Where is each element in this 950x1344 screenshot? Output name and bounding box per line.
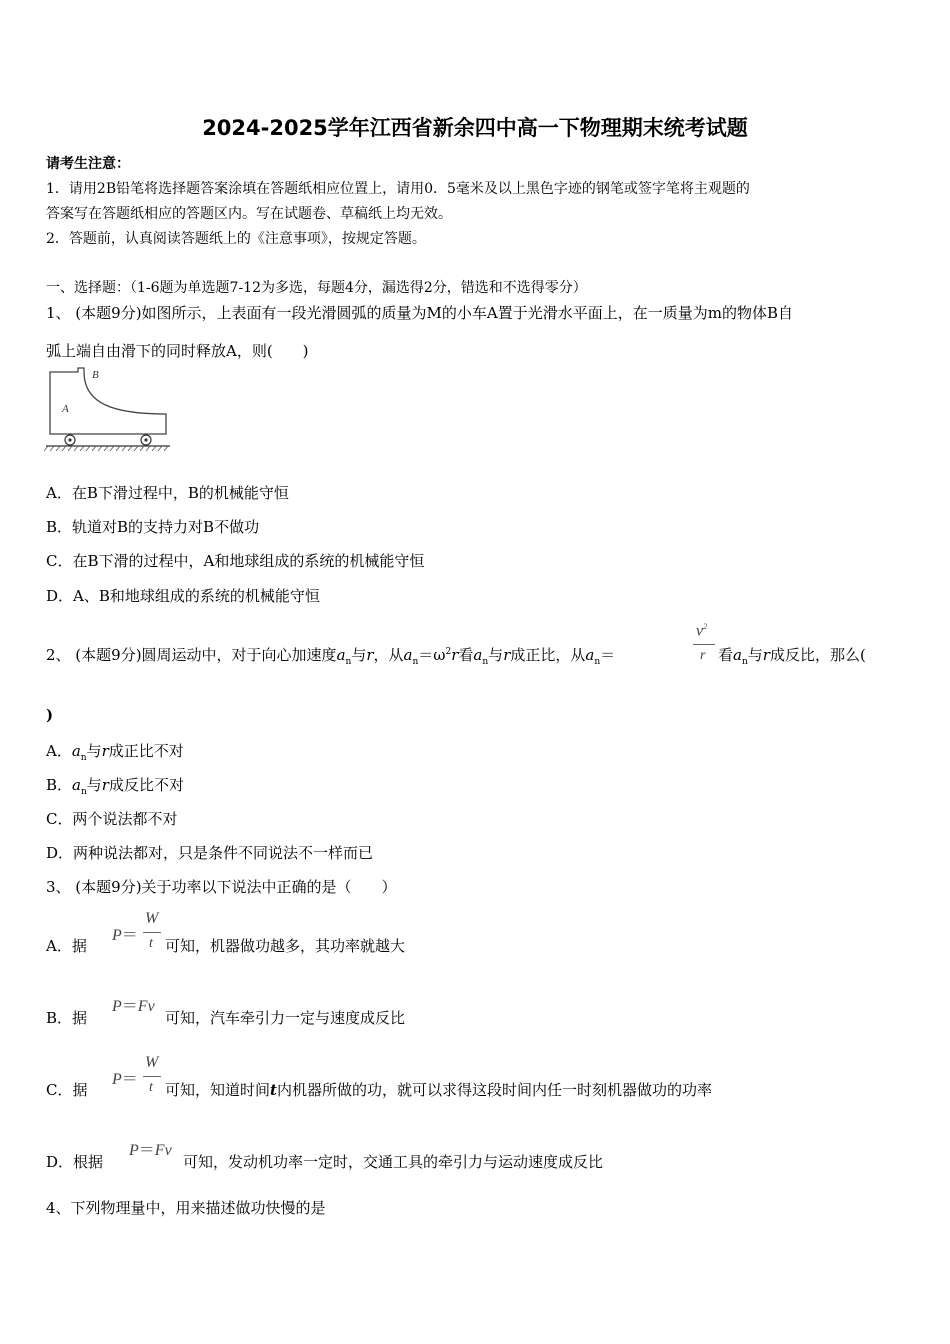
q3-option-c-label: C．据 bbox=[46, 1081, 88, 1099]
q4-stem: 4、下列物理量中，用来描述做功快慢的是 bbox=[46, 1199, 326, 1217]
q1-option-a: A．在B下滑过程中，B的机械能守恒 bbox=[46, 484, 289, 502]
q3-option-b-text: 可知，汽车牵引力一定与速度成反比 bbox=[165, 1009, 406, 1027]
q2-option-a: A．$a_n$与r成正比不对 bbox=[46, 742, 184, 763]
section-heading: 一、选择题：（1-6题为单选题7-12为多选，每题4分，漏选得2分，错选和不选得零分） bbox=[46, 280, 587, 296]
q2-fraction-numerator: $v^2$ bbox=[696, 622, 708, 640]
q2-prefix: 2、 (本题9分)圆周运动中，对于向心加速度 bbox=[46, 646, 337, 664]
q1-option-d: D．A、B和地球组成的系统的机械能守恒 bbox=[46, 587, 320, 605]
q3-c-formula-line bbox=[143, 1076, 161, 1077]
q3-a-formula-line bbox=[143, 932, 161, 933]
fig-label-a: A bbox=[62, 403, 69, 415]
notice-line-1b: 答案写在答题纸相应的答题区内。写在试题卷、草稿纸上均无效。 bbox=[46, 206, 452, 222]
q1-option-c: C．在B下滑的过程中，A和地球组成的系统的机械能守恒 bbox=[46, 552, 425, 570]
q3-c-formula-den: t bbox=[149, 1080, 153, 1095]
q3-option-b-label: B．据 bbox=[46, 1009, 88, 1027]
q1-option-b: B．轨道对B的支持力对B不做功 bbox=[46, 518, 260, 536]
q1-stem-line-2: 弧上端自由滑下的同时释放A，则( ) bbox=[46, 342, 309, 360]
q3-stem: 3、 (本题9分)关于功率以下说法中正确的是（ ） bbox=[46, 878, 397, 896]
notice-heading: 请考生注意： bbox=[46, 156, 130, 172]
q3-a-formula-den: t bbox=[149, 936, 153, 951]
cart-diagram bbox=[44, 364, 174, 454]
q3-a-formula-lhs: P＝ bbox=[112, 927, 138, 944]
q3-d-formula: P＝Fv bbox=[129, 1142, 172, 1159]
q3-option-d-label: D．根据 bbox=[46, 1153, 104, 1171]
notice-line-1a: 1．请用2B铅笔将选择题答案涂填在答题纸相应位置上，请用0．5毫米及以上黑色字迹的钢笔或签字笔将主观题的 bbox=[46, 181, 750, 197]
q3-c-formula-num: W bbox=[145, 1054, 159, 1071]
notice-line-2: 2．答题前，认真阅读答题纸上的《注意事项》，按规定答题。 bbox=[46, 231, 426, 247]
q1-stem-line-1: 1、 (本题9分)如图所示，上表面有一段光滑圆弧的质量为M的小车A置于光滑水平面上，在一质量为m的物体B自 bbox=[46, 304, 794, 322]
q3-option-a-label: A．据 bbox=[46, 937, 87, 955]
q2-stem-line-1: 2、 (本题9分)圆周运动中，对于向心加速度$a_n$与r，从$a_n=\omega^2r$看$a_n$与r成正比，从$a_n=$ bbox=[46, 646, 616, 667]
page-title: 2024-2025学年江西省新余四中高一下物理期末统考试题 bbox=[202, 116, 748, 140]
q2-stem-tail: 看$a_n$与r成反比，那么( bbox=[718, 646, 866, 667]
q2-option-c: C．两个说法都不对 bbox=[46, 810, 178, 828]
q3-option-c-text: 可知，知道时间t内机器所做的功，就可以求得这段时间内任一时刻机器做功的功率 bbox=[165, 1081, 712, 1099]
q3-option-a-text: 可知，机器做功越多，其功率就越大 bbox=[165, 937, 406, 955]
q3-b-formula: P＝Fv bbox=[112, 998, 155, 1015]
q2-option-d: D．两种说法都对，只是条件不同说法不一样而已 bbox=[46, 844, 374, 862]
q3-c-formula-lhs: P＝ bbox=[112, 1071, 138, 1088]
q2-fraction-denominator: r bbox=[700, 648, 706, 663]
fig-label-b: B bbox=[92, 369, 99, 381]
q2-fraction-line bbox=[693, 644, 715, 645]
q3-option-d-text: 可知，发动机功率一定时，交通工具的牵引力与运动速度成反比 bbox=[183, 1153, 604, 1171]
q3-a-formula-num: W bbox=[145, 910, 159, 927]
q2-option-b: B．$a_n$与r成反比不对 bbox=[46, 776, 184, 797]
q2-stem-close: ) bbox=[46, 706, 54, 724]
